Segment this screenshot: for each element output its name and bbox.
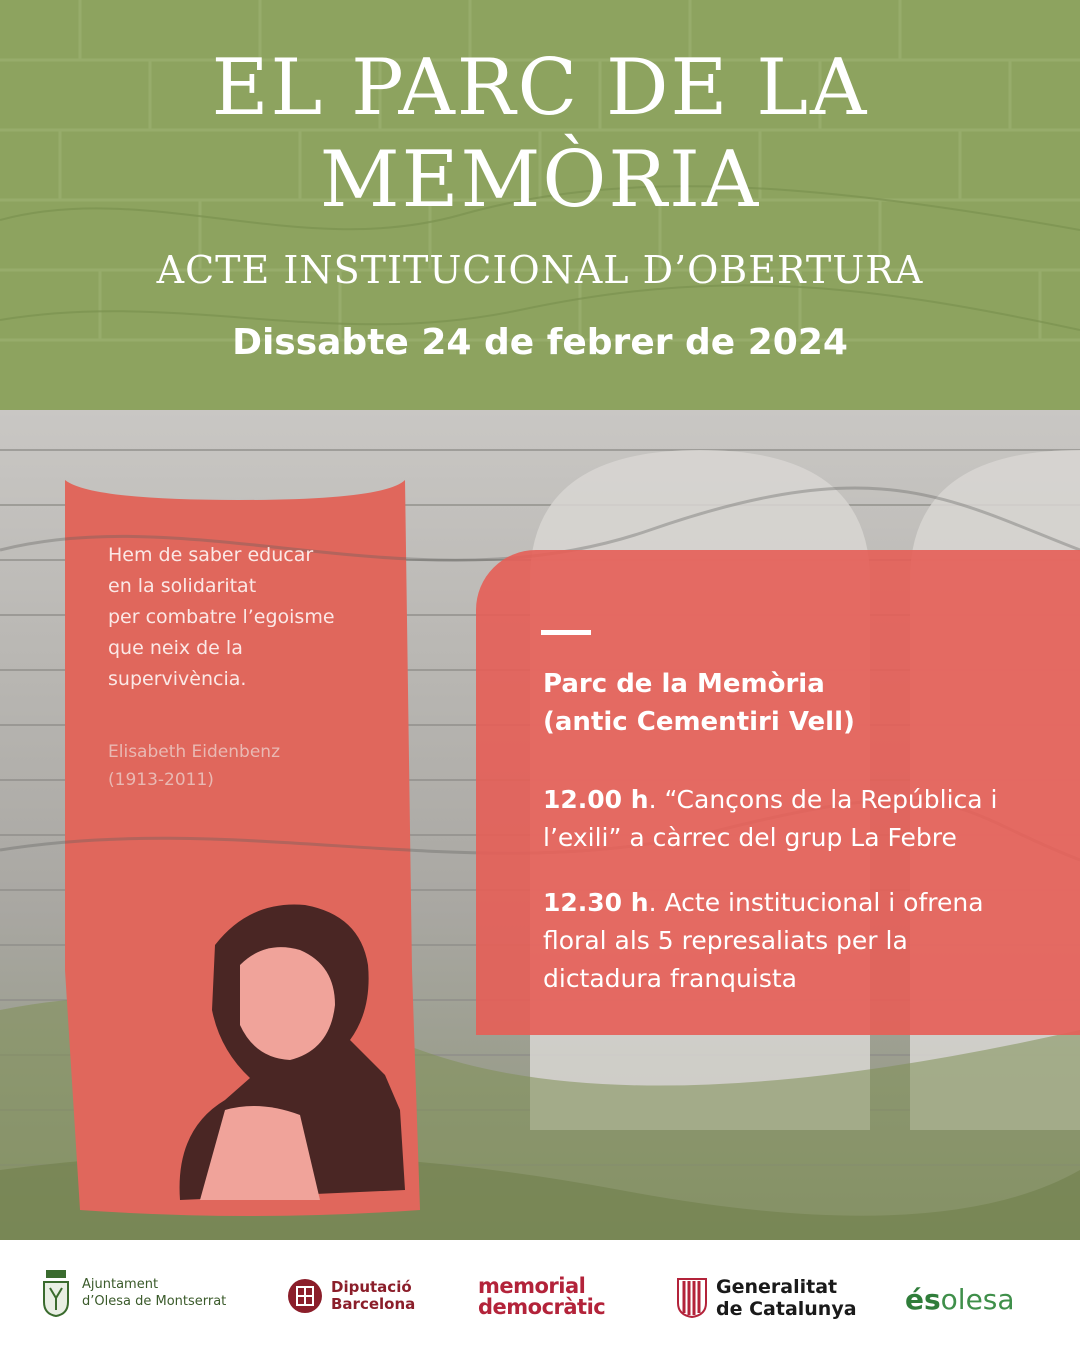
location-detail: (antic Cementiri Vell)	[543, 707, 855, 737]
author-years: (1913-2011)	[108, 770, 214, 790]
ajuntament-line1: Ajuntament	[82, 1277, 159, 1292]
esolesa-es: és	[905, 1283, 941, 1316]
generalitat-line1: Generalitat	[716, 1276, 838, 1298]
schedule-text: l’exili” a càrrec del grup La Febre	[543, 823, 957, 852]
coat-of-arms-icon	[40, 1268, 72, 1318]
schedule-text: floral als 5 represaliats per la	[543, 926, 908, 955]
quote-line: supervivència.	[108, 668, 247, 690]
memorial-democratic-logo	[478, 1276, 605, 1318]
sponsor-footer	[0, 1240, 1080, 1350]
schedule-text: dictadura franquista	[543, 964, 797, 993]
schedule-text: . “Cançons de la República i	[648, 785, 998, 814]
ajuntament-logo	[40, 1268, 226, 1318]
event-location	[543, 665, 1063, 741]
memorial-line2: democràtic	[478, 1295, 606, 1319]
divider-dash	[541, 630, 591, 635]
schedule-time: 12.00 h	[543, 785, 649, 814]
schedule-item-1	[543, 781, 1063, 857]
diputacio-line1: Diputació	[331, 1278, 412, 1296]
generalitat-logo	[676, 1276, 857, 1320]
quote-line: en la solidaritat	[108, 575, 257, 597]
schedule-time: 12.30 h	[543, 888, 649, 917]
diputacio-emblem-icon	[287, 1278, 323, 1314]
schedule-item-2	[543, 884, 1063, 998]
location-name: Parc de la Memòria	[543, 669, 825, 699]
generalitat-line2: de Catalunya	[716, 1298, 857, 1320]
mural-quote	[108, 540, 408, 695]
quote-line: que neix de la	[108, 637, 243, 659]
title-line-2: MEMÒRIA	[319, 135, 761, 225]
event-info-box	[476, 550, 1080, 1035]
event-date: Dissabte 24 de febrer de 2024	[232, 322, 848, 363]
esolesa-logo	[905, 1284, 1015, 1316]
esolesa-olesa: olesa	[940, 1283, 1015, 1316]
quote-author	[108, 738, 280, 794]
senyera-shield-icon	[676, 1277, 708, 1319]
title-line-1: EL PARC DE LA	[211, 43, 869, 133]
header-banner	[0, 0, 1080, 410]
diputacio-line2: Barcelona	[331, 1295, 416, 1313]
schedule-text: . Acte institucional i ofrena	[648, 888, 984, 917]
author-name: Elisabeth Eidenbenz	[108, 742, 280, 762]
ajuntament-line2: d’Olesa de Montserrat	[82, 1294, 227, 1309]
subtitle: ACTE INSTITUCIONAL D’OBERTURA	[156, 248, 924, 292]
diputacio-logo	[287, 1278, 415, 1314]
quote-line: per combatre l’egoisme	[108, 606, 335, 628]
memorial-line1: memorial	[478, 1274, 586, 1298]
quote-line: Hem de saber educar	[108, 544, 314, 566]
